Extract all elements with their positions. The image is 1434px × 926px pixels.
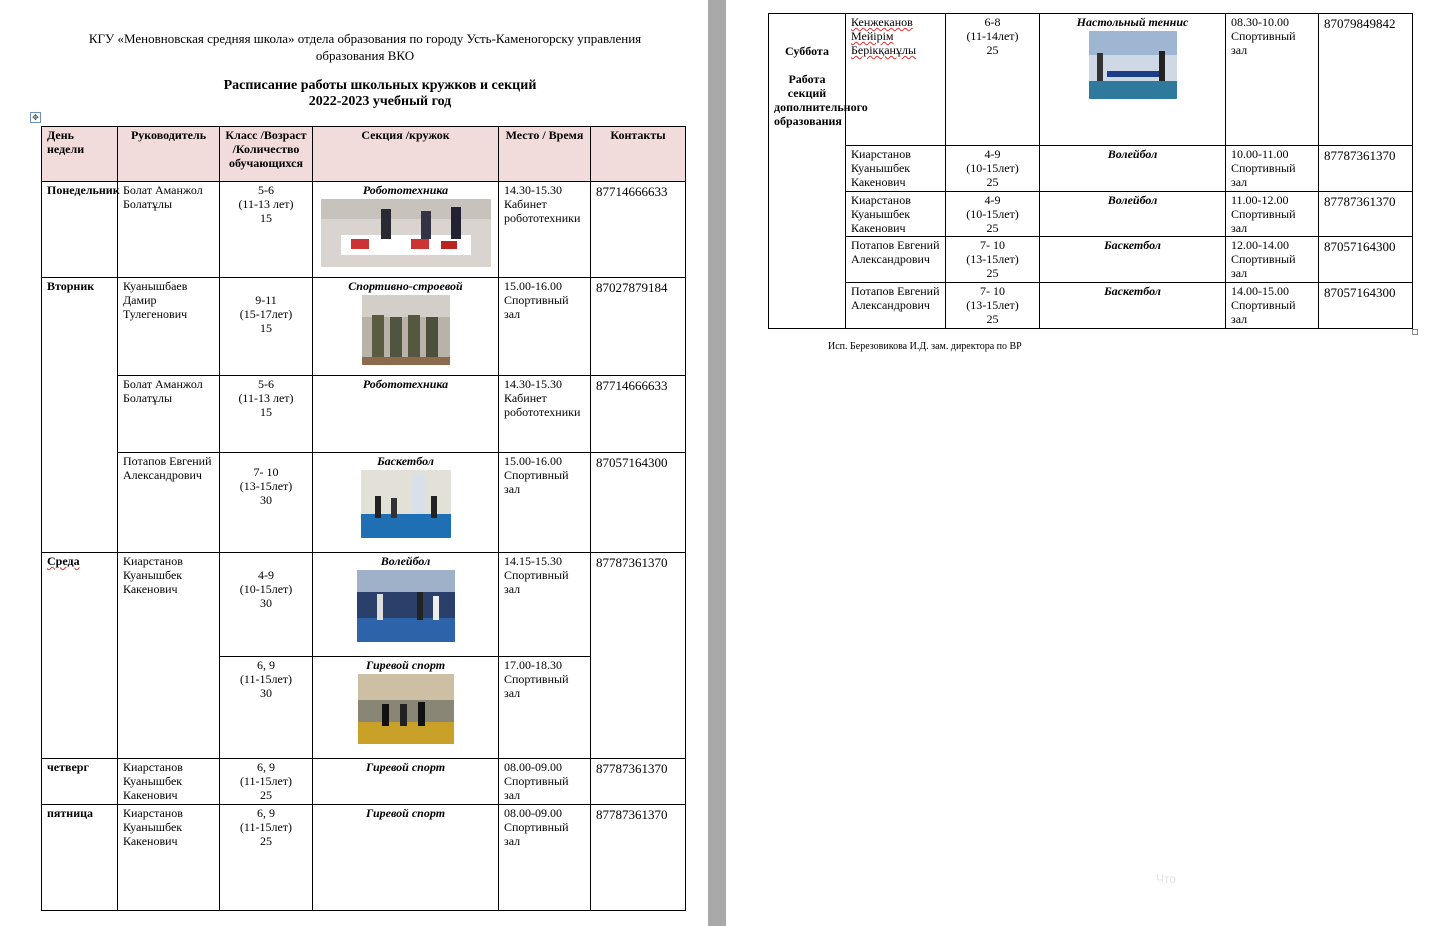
leader-cell: Потапов Евгений Александрович xyxy=(118,453,220,553)
day-cell: Вторник xyxy=(42,278,118,553)
section-cell: Волейбол xyxy=(1040,146,1226,192)
place-cell: 14.30-15.30 Кабинет робототехники xyxy=(499,376,591,453)
kettlebell-photo-image xyxy=(358,674,454,744)
contact-cell: 87714666633 xyxy=(591,182,686,278)
class-cell: 5-6 (11-13 лет) 15 xyxy=(220,376,313,453)
table-row xyxy=(42,182,686,278)
col-header-leader: Руководитель xyxy=(118,127,220,182)
class-cell: 6, 9 (11-15лет) 30 xyxy=(220,657,313,759)
drill-team-photo-image xyxy=(362,295,450,365)
contact-cell: 87787361370 xyxy=(591,759,686,805)
leader-cell: Потапов Евгений Александрович xyxy=(846,237,946,283)
col-header-contacts: Контакты xyxy=(591,127,686,182)
table-row xyxy=(42,805,686,911)
section-cell: Настольный теннис xyxy=(1040,14,1226,146)
leader-cell: Киарстанов Куанышбек Какенович xyxy=(846,192,946,237)
leader-cell: Киарстанов Куанышбек Какенович xyxy=(118,805,220,911)
leader-cell: Куанышбаев Дамир Тулегенович xyxy=(118,278,220,376)
table-row xyxy=(42,376,686,453)
class-cell: 6-8 (11-14лет) 25 xyxy=(946,14,1040,146)
contact-cell: 87787361370 xyxy=(591,805,686,911)
col-header-class: Класс /Возраст /Количество обучающихся xyxy=(220,127,313,182)
section-cell: Волейбол xyxy=(1040,192,1226,237)
schedule-table xyxy=(41,126,686,911)
day-cell: Понедельник xyxy=(42,182,118,278)
day-cell: пятница xyxy=(42,805,118,911)
table-header-row xyxy=(42,127,686,182)
table-row xyxy=(42,453,686,553)
leader-cell: Киарстанов Куанышбек Какенович xyxy=(118,553,220,759)
class-cell: 9-11 (15-17лет) 15 xyxy=(220,278,313,376)
org-header: КГУ «Меновновская средняя школа» отдела образования по городу Усть-Каменогорску управления образования ВКО xyxy=(88,31,642,63)
table-move-handle-icon[interactable]: ✥ xyxy=(30,112,41,123)
leader-cell: Потапов Евгений Александрович xyxy=(846,283,946,329)
section-cell: Волейбол xyxy=(313,553,499,657)
contact-cell: 87787361370 xyxy=(1319,146,1413,192)
contact-cell: 87079849842 xyxy=(1319,14,1413,146)
place-cell: 14.15-15.30 Спортивный зал xyxy=(499,553,591,657)
place-cell: 08.30-10.00 Спортивный зал xyxy=(1226,14,1319,146)
place-cell: 15.00-16.00 Спортивный зал xyxy=(499,278,591,376)
place-cell: 08.00-09.00 Спортивный зал xyxy=(499,805,591,911)
document-page-1 xyxy=(0,0,708,926)
contact-cell: 87057164300 xyxy=(1319,283,1413,329)
table-row xyxy=(42,759,686,805)
class-cell: 6, 9 (11-15лет) 25 xyxy=(220,759,313,805)
table-row xyxy=(42,278,686,376)
table-tennis-photo-image xyxy=(1089,31,1177,99)
place-cell: 14.30-15.30 Кабинет робототехники xyxy=(499,182,591,278)
col-header-section: Секция /кружок xyxy=(313,127,499,182)
place-cell: 10.00-11.00 Спортивный зал xyxy=(1226,146,1319,192)
place-cell: 08.00-09.00 Спортивный зал xyxy=(499,759,591,805)
basketball-photo-image xyxy=(361,470,451,538)
leader-cell: Болат Аманжол Болатұлы xyxy=(118,376,220,453)
class-cell: 4-9 (10-15лет) 25 xyxy=(946,192,1040,237)
contact-cell: 87787361370 xyxy=(591,553,686,759)
section-cell: Гиревой спорт xyxy=(313,657,499,759)
section-cell: Баскетбол xyxy=(313,453,499,553)
table-row xyxy=(42,553,686,657)
leader-cell: Киарстанов Куанышбек Какенович xyxy=(846,146,946,192)
class-cell: 4-9 (10-15лет) 30 xyxy=(220,553,313,657)
class-cell: 6, 9 (11-15лет) 25 xyxy=(220,805,313,911)
schedule-title: Расписание работы школьных кружков и секций 2022-2023 учебный год xyxy=(223,78,537,109)
saturday-table xyxy=(768,13,1413,329)
section-cell: Спортивно-строевой xyxy=(313,278,499,376)
contact-cell: 87057164300 xyxy=(1319,237,1413,283)
contact-cell: 87714666633 xyxy=(591,376,686,453)
leader-cell: Болат Аманжол Болатұлы xyxy=(118,182,220,278)
contact-cell: 87057164300 xyxy=(591,453,686,553)
leader-cell: Киарстанов Куанышбек Какенович xyxy=(118,759,220,805)
class-cell: 4-9 (10-15лет) 25 xyxy=(946,146,1040,192)
class-cell: 7- 10 (13-15лет) 30 xyxy=(220,453,313,553)
day-cell: четверг xyxy=(42,759,118,805)
contact-cell: 87027879184 xyxy=(591,278,686,376)
section-cell: Гиревой спорт xyxy=(313,759,499,805)
table-row xyxy=(769,192,1413,237)
signature-line: Исп. Березовикова И.Д. зам. директора по ВР xyxy=(828,341,1022,352)
section-cell: Робототехника xyxy=(313,182,499,278)
table-row xyxy=(769,237,1413,283)
place-cell: 11.00-12.00 Спортивный зал xyxy=(1226,192,1319,237)
section-cell: Гиревой спорт xyxy=(313,805,499,911)
place-cell: 15.00-16.00 Спортивный зал xyxy=(499,453,591,553)
leader-cell: Кенжеканов Мейірім Берікқанұлы xyxy=(846,14,946,146)
col-header-day: День недели xyxy=(42,127,118,182)
volleyball-photo-image xyxy=(357,570,455,642)
table-row xyxy=(769,14,1413,146)
class-cell: 7- 10 (13-15лет) 25 xyxy=(946,237,1040,283)
section-cell: Баскетбол xyxy=(1040,237,1226,283)
class-cell: 5-6 (11-13 лет) 15 xyxy=(220,182,313,278)
day-cell: Суббота Работа секций дополнительного образования xyxy=(769,14,846,329)
place-cell: 17.00-18.30 Спортивный зал xyxy=(499,657,591,759)
contact-cell: 87787361370 xyxy=(1319,192,1413,237)
day-cell: Среда xyxy=(42,553,118,759)
class-cell: 7- 10 (13-15лет) 25 xyxy=(946,283,1040,329)
table-row xyxy=(769,283,1413,329)
section-cell: Робототехника xyxy=(313,376,499,453)
page-gap xyxy=(708,0,726,926)
col-header-place: Место / Время xyxy=(499,127,591,182)
robotics-photo-image xyxy=(321,199,491,267)
section-cell: Баскетбол xyxy=(1040,283,1226,329)
table-row xyxy=(769,146,1413,192)
place-cell: 12.00-14.00 Спортивный зал xyxy=(1226,237,1319,283)
table-resize-handle[interactable] xyxy=(1412,329,1418,335)
place-cell: 14.00-15.00 Спортивный зал xyxy=(1226,283,1319,329)
document-page-2 xyxy=(726,0,1434,926)
activation-watermark: Что xyxy=(1156,872,1177,886)
